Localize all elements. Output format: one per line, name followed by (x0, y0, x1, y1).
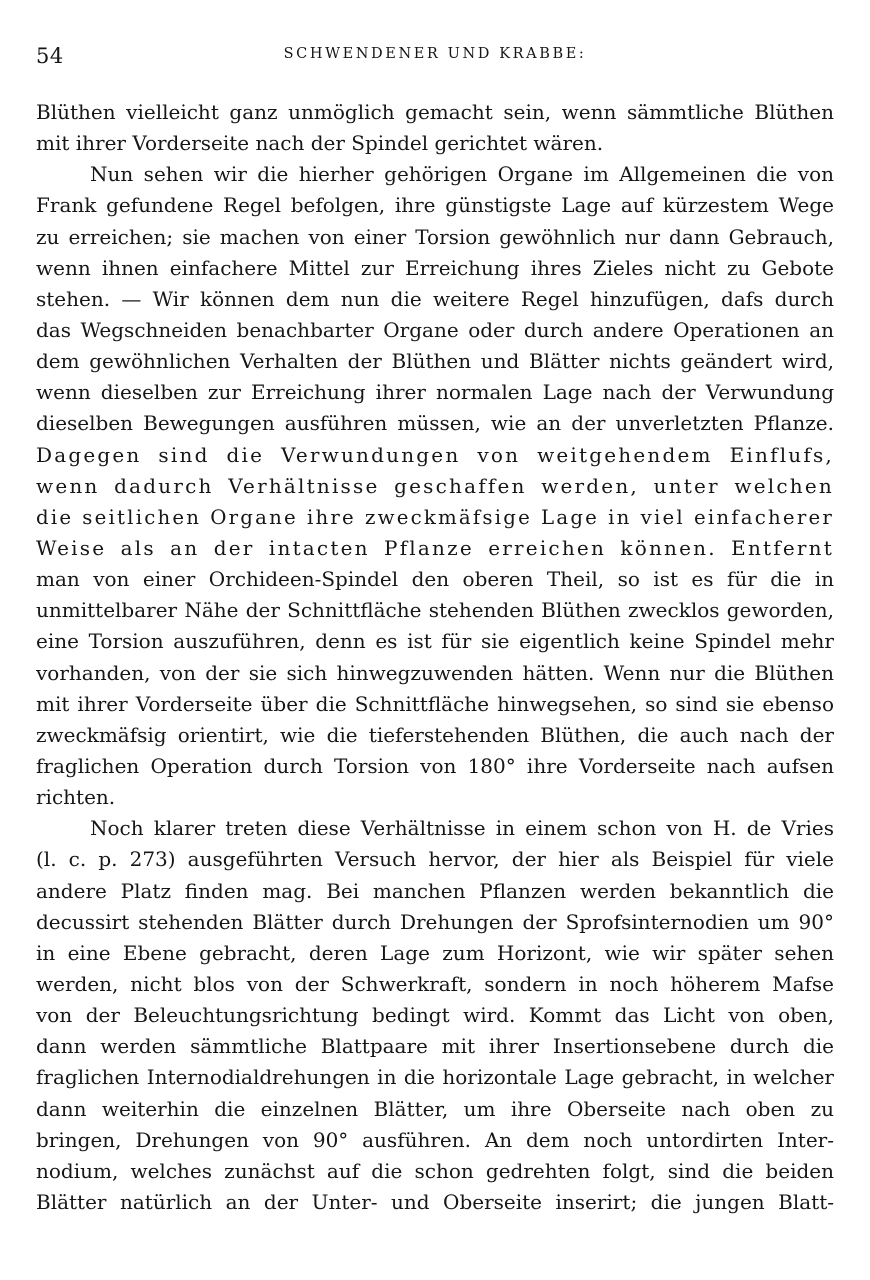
text-line: Frank gefundene Regel befolgen, ihre günstigste Lage auf kürzestem Wege (36, 193, 834, 218)
body-text (36, 97, 834, 1218)
text-line: unmittelbarer Nähe der Schnittfläche stehenden Blüthen zwecklos geworden, (36, 598, 834, 623)
text-line: das Wegschneiden benachbarter Organe oder durch andere Operationen an (36, 317, 834, 342)
text-line: wenn dieselben zur Erreichung ihrer normalen Lage nach der Verwundung (36, 380, 834, 405)
text-line: Blüthen vielleicht ganz unmöglich gemacht sein, wenn sämmtliche Blüthen (36, 100, 834, 124)
page-header (36, 44, 834, 76)
text-line: wenn dadurch Verhältnisse geschaffen werden, unter welchen (36, 473, 834, 498)
text-line: andere Platz finden mag. Bei manchen Pflanzen werden bekanntlich die (36, 878, 834, 903)
text-line: Weise als an der intacten Pflanze erreichen können. Entfernt (36, 535, 834, 560)
text-line: dann werden sämmtliche Blattpaare mit ihrer Insertionsebene durch die (36, 1034, 834, 1059)
text-line: fraglichen Internodialdrehungen in die horizontale Lage gebracht, in welcher (36, 1065, 834, 1090)
text-line: fraglichen Operation durch Torsion von 180° ihre Vorderseite nach aufsen (36, 753, 834, 778)
text-line: von der Beleuchtungsrichtung bedingt wird. Kommt das Licht von oben, (36, 1003, 834, 1028)
text-line: richten. (36, 785, 116, 810)
text-line: vorhanden, von der sie sich hinwegzuwenden hätten. Wenn nur die Blüthen (36, 660, 834, 685)
text-line: Dagegen sind die Verwundungen von weitgehendem Einflufs, (36, 442, 834, 467)
text-line: Nun sehen wir die hierher gehörigen Organe im Allgemeinen die von (90, 162, 834, 187)
text-line: decussirt stehenden Blätter durch Drehungen der Sprofsinternodien um 90° (36, 909, 834, 934)
page-number: 54 (36, 44, 64, 68)
text-line: dem gewöhnlichen Verhalten der Blüthen und Blätter nichts geändert wird, (36, 349, 834, 374)
text-line: bringen, Drehungen von 90° ausführen. An dem noch untordirten Inter- (36, 1127, 834, 1152)
text-line: zweckmäfsig orientirt, wie die tieferstehenden Blüthen, die auch nach der (36, 722, 834, 747)
text-line: Blätter natürlich an der Unter- und Oberseite inserirt; die jungen Blatt- (36, 1189, 834, 1214)
text-line: zu erreichen; sie machen von einer Torsion gewöhnlich nur dann Gebrauch, (36, 224, 834, 249)
text-line: dann weiterhin die einzelnen Blätter, um ihre Oberseite nach oben zu (36, 1096, 834, 1121)
text-line: Noch klarer treten diese Verhältnisse in einem schon von H. de Vries (90, 816, 834, 841)
text-line: (l. c. p. 273) ausgeführten Versuch hervor, der hier als Beispiel für viele (36, 847, 834, 872)
text-line: mit ihrer Vorderseite über die Schnittfläche hinwegsehen, so sind sie ebenso (36, 691, 834, 716)
running-head: SCHWENDENER UND KRABBE: (283, 46, 587, 62)
text-line: stehen. — Wir können dem nun die weitere Regel hinzufügen, dafs durch (36, 286, 834, 311)
text-line: mit ihrer Vorderseite nach der Spindel gerichtet wären. (36, 131, 604, 156)
text-line: werden, nicht blos von der Schwerkraft, sondern in noch höherem Mafse (36, 971, 834, 996)
text-line: dieselben Bewegungen ausführen müssen, wie an der unverletzten Pflanze. (36, 411, 834, 436)
text-line: eine Torsion auszuführen, denn es ist für sie eigentlich keine Spindel mehr (36, 629, 834, 654)
text-line: man von einer Orchideen-Spindel den oberen Theil, so ist es für die in (36, 567, 834, 592)
text-line: die seitlichen Organe ihre zweckmäfsige Lage in viel einfacherer (36, 505, 834, 529)
text-line: nodium, welches zunächst auf die schon gedrehten folgt, sind die beiden (36, 1158, 834, 1183)
text-line: in eine Ebene gebracht, deren Lage zum Horizont, wie wir später sehen (36, 940, 834, 965)
text-line: wenn ihnen einfachere Mittel zur Erreichung ihres Zieles nicht zu Gebote (36, 255, 834, 280)
